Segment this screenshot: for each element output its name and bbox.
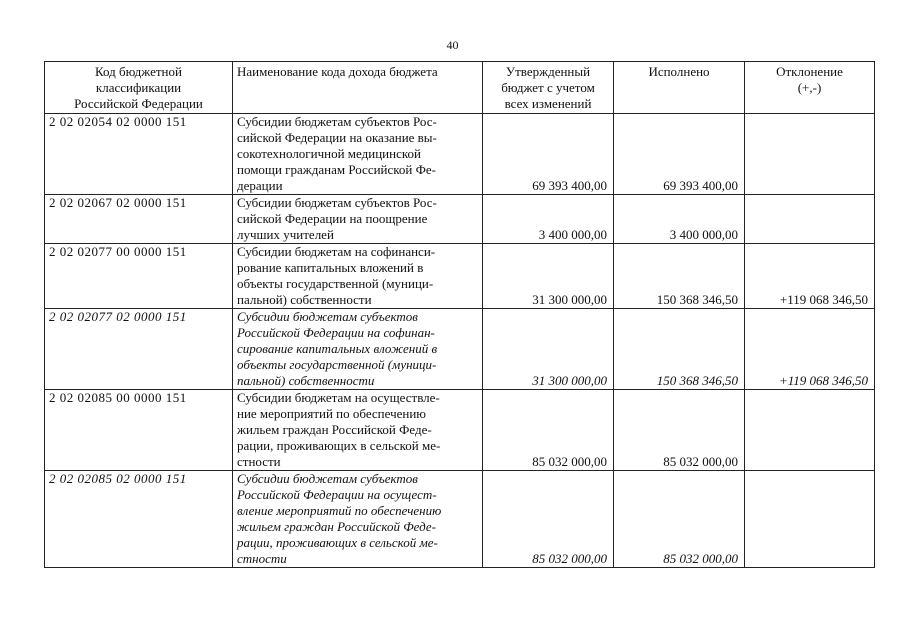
table-row [45, 390, 875, 471]
table-row [45, 471, 875, 568]
row-deviation: +119 068 346,50 [745, 309, 875, 390]
row-approved: 69 393 400,00 [483, 114, 614, 195]
table-header-row [45, 62, 875, 114]
row-executed: 85 032 000,00 [614, 471, 745, 568]
header-deviation: Отклонение (+,-) [745, 62, 875, 114]
table-row [45, 309, 875, 390]
row-name: Субсидии бюджетам на осуществле- ние мероприятий по обеспечению жильем граждан Российской Феде- рации, проживающих в сельской ме- стности [233, 390, 483, 471]
row-code: 2 02 02077 00 0000 151 [45, 244, 233, 309]
row-executed: 69 393 400,00 [614, 114, 745, 195]
row-name: Субсидии бюджетам субъектов Рос- сийской Федерации на поощрение лучших учителей [233, 195, 483, 244]
row-code: 2 02 02085 00 0000 151 [45, 390, 233, 471]
row-approved: 3 400 000,00 [483, 195, 614, 244]
row-executed: 85 032 000,00 [614, 390, 745, 471]
table-row [45, 244, 875, 309]
row-name: Субсидии бюджетам на софинанси- рование капитальных вложений в объекты государственной (муници- пальной) собственности [233, 244, 483, 309]
row-executed: 150 368 346,50 [614, 244, 745, 309]
row-name: Субсидии бюджетам субъектов Российской Федерации на осущест- вление мероприятий по обеспечению жильем граждан Российской Феде- рации, проживающих в сельской ме- стности [233, 471, 483, 568]
header-name: Наименование кода дохода бюджета [233, 62, 483, 114]
header-approved: Утвержденный бюджет с учетом всех изменений [483, 62, 614, 114]
row-executed: 3 400 000,00 [614, 195, 745, 244]
row-deviation: +119 068 346,50 [745, 244, 875, 309]
row-deviation [745, 195, 875, 244]
header-code: Код бюджетной классификации Российской Федерации [45, 62, 233, 114]
row-deviation [745, 390, 875, 471]
row-approved: 85 032 000,00 [483, 471, 614, 568]
row-name: Субсидии бюджетам субъектов Рос- сийской Федерации на оказание вы- сокотехнологичной медицинской помощи гражданам Российской Фе- дерации [233, 114, 483, 195]
row-approved: 31 300 000,00 [483, 309, 614, 390]
row-approved: 85 032 000,00 [483, 390, 614, 471]
row-code: 2 02 02077 02 0000 151 [45, 309, 233, 390]
table-row [45, 114, 875, 195]
table-row [45, 195, 875, 244]
page-number: 40 [446, 38, 459, 52]
row-deviation [745, 471, 875, 568]
header-executed: Исполнено [614, 62, 745, 114]
row-code: 2 02 02067 02 0000 151 [45, 195, 233, 244]
row-deviation [745, 114, 875, 195]
row-approved: 31 300 000,00 [483, 244, 614, 309]
row-name: Субсидии бюджетам субъектов Российской Федерации на софинан- сирование капитальных вложений в объекты государственной (муници- пальной) собственности [233, 309, 483, 390]
budget-table [44, 61, 875, 568]
row-executed: 150 368 346,50 [614, 309, 745, 390]
row-code: 2 02 02085 02 0000 151 [45, 471, 233, 568]
row-code: 2 02 02054 02 0000 151 [45, 114, 233, 195]
